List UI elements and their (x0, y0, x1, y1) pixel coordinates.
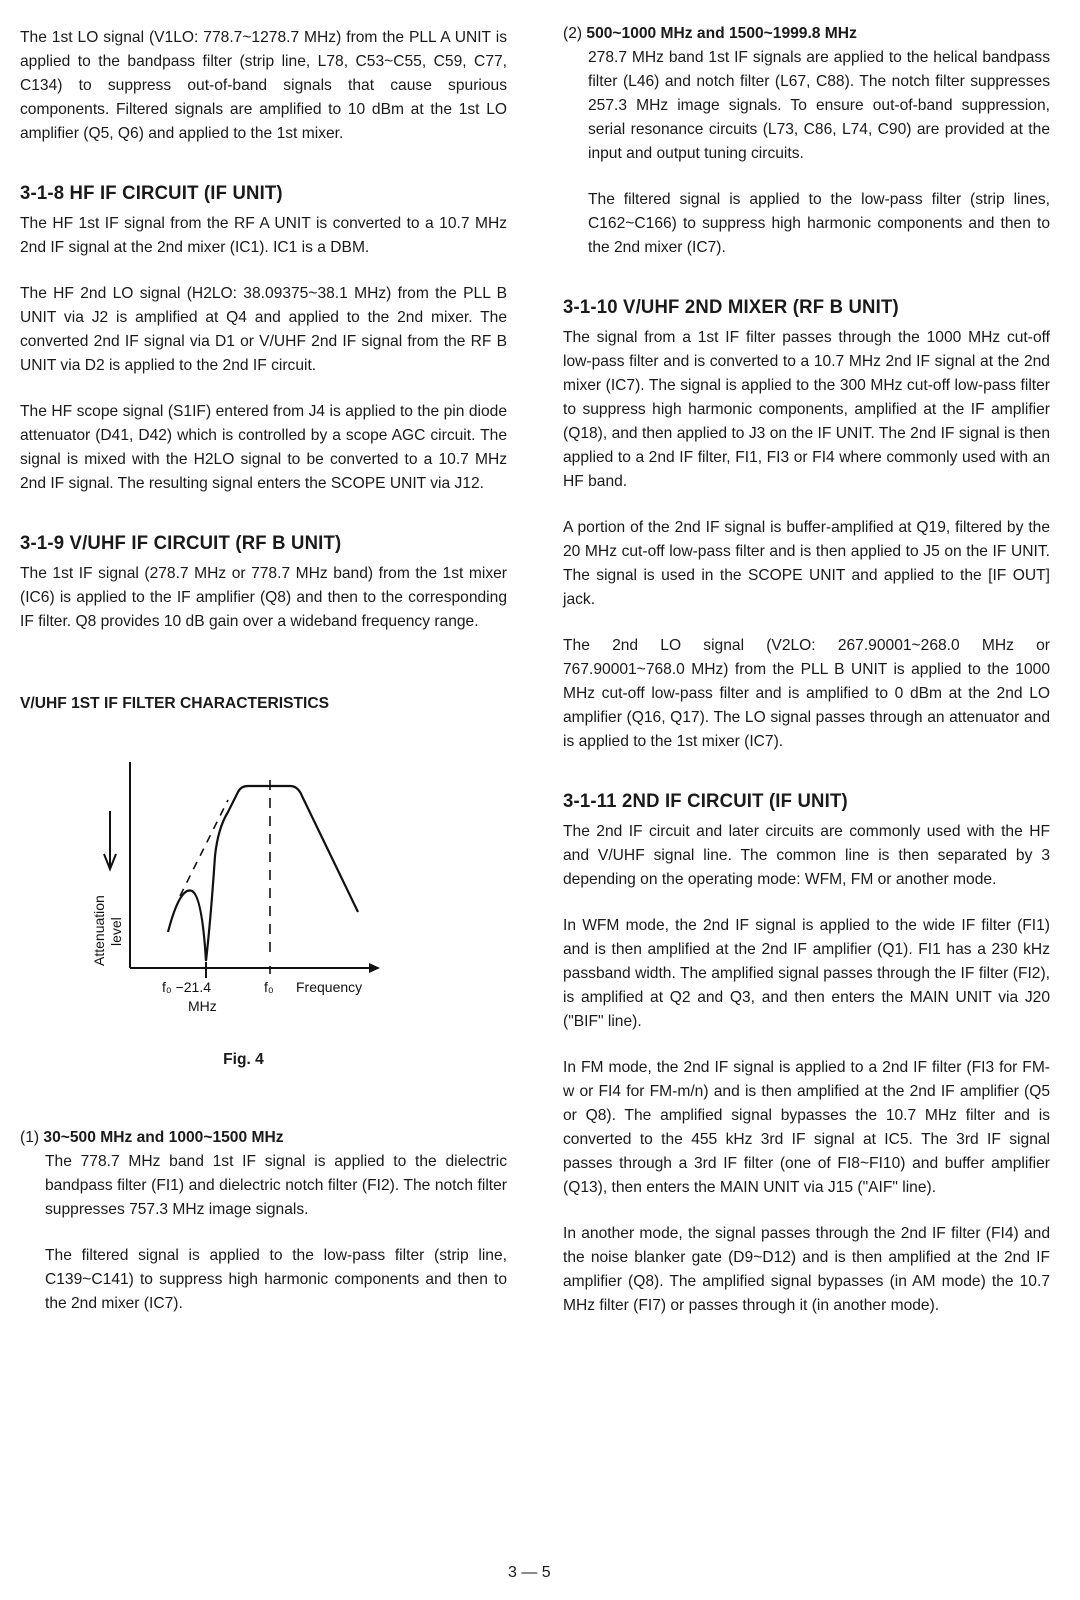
paragraph-2nd-lo: The 2nd LO signal (V2LO: 267.90001~268.0 MHz or 767.90001~768.0 MHz) from the PLL B UNIT is applied to the 1000 MHz cut-off low-pass filter and is amplified to 0 dBm at the 2nd LO amplifier (Q16, Q17). The LO signal passes through an attenuator and is applied to the 1st mixer (IC7). (563, 637, 1050, 750)
filter-curve-diagram (20, 716, 507, 1056)
subsection-1-heading (20, 1126, 507, 1150)
subsection-2-heading (563, 22, 1050, 46)
left-column (20, 26, 507, 1316)
paragraph-other-mode: In another mode, the signal passes through the 2nd IF filter (FI4) and the noise blanker gate (D9~D12) and is then amplified at the 2nd IF amplifier (Q8). The amplified signal bypasses (in AM mode) the 10.7 MHz filter (FI7) or passes through it (in another mode). (563, 1225, 1050, 1314)
x-label-frequency: Frequency (296, 979, 363, 995)
page-number: 3 — 5 (508, 1564, 551, 1581)
paragraph-s2-helical: 278.7 MHz band 1st IF signals are applied to the helical bandpass filter (L46) and notch filter (L67, C88). The notch filter suppresses 257.3 MHz image signals. To ensure out-of-band suppression, serial resonance circuits (L73, C86, L74, C90) are provided at the input and output tuning circuits. (588, 49, 1050, 162)
y-label-level: level (108, 917, 124, 946)
paragraph-wfm-mode: In WFM mode, the 2nd IF signal is applied to the wide IF filter (FI1) and is then amplified at the 2nd IF amplifier (Q1). FI1 has a 230 kHz passband width. The amplified signal passes through the IF filter (FI2), is amplified at Q2 and Q3, and then enters the MAIN UNIT via J20 ("BIF" line). (563, 917, 1050, 1030)
heading-3-1-9: 3-1-9 V/UHF IF CIRCUIT (RF B UNIT) (20, 532, 342, 554)
dashed-extrapolation (180, 800, 228, 896)
paragraph-1st-lo: The 1st LO signal (V1LO: 778.7~1278.7 MHz) from the PLL A UNIT is applied to the bandpass filter (strip line, L78, C53~C55, C59, C77, C134) to suppress out-of-band signals that cause spurious components. Filtered signals are amplified to 10 dBm at the 1st LO amplifier (Q5, Q6) and applied to the 1st mixer. (20, 29, 507, 142)
filter-characteristics-figure (20, 716, 507, 1056)
subsection-1-number: (1) (20, 1129, 40, 1146)
paragraph-hf-1st-if: The HF 1st IF signal from the RF A UNIT is converted to a 10.7 MHz 2nd IF signal at the 2nd mixer (IC1). IC1 is a DBM. (20, 215, 507, 256)
heading-3-1-11: 3-1-11 2ND IF CIRCUIT (IF UNIT) (563, 790, 848, 812)
response-curve (168, 786, 358, 961)
subsection-2-title: 500~1000 MHz and 1500~1999.8 MHz (586, 25, 857, 42)
paragraph-buffer-amp: A portion of the 2nd IF signal is buffer-amplified at Q19, filtered by the 20 MHz cut-off low-pass filter and is then applied to J5 on the IF UNIT. The signal is used in the SCOPE UNIT and applied to the [IF OUT] jack. (563, 519, 1050, 608)
right-column (563, 26, 1050, 1318)
x-axis-arrow (369, 963, 380, 973)
paragraph-s2-lowpass: The filtered signal is applied to the low-pass filter (strip lines, C162~C166) to suppress high harmonic components and then to the 2nd mixer (IC7). (588, 191, 1050, 256)
paragraph-hf-2nd-lo: The HF 2nd LO signal (H2LO: 38.09375~38.1 MHz) from the PLL B UNIT via J2 is amplified at Q4 and applied to the 2nd mixer. The converted 2nd IF signal via D1 or V/UHF 2nd IF signal from the RF B UNIT via D2 is applied to the 2nd IF circuit. (20, 285, 507, 374)
x-label-f0-minus: f₀ −21.4 (162, 979, 212, 995)
paragraph-fm-mode: In FM mode, the 2nd IF signal is applied to a 2nd IF filter (FI3 for FM-w or FI4 for FM-m/n) and is then amplified at the 2nd IF amplifier (Q5 or Q8). The amplified signal bypasses the 10.7 MHz filter and is converted to the 455 kHz 3rd IF signal at IC5. The 3rd IF signal passes through a 3rd IF filter (one of FI8~FI10) and buffer amplifier (Q13), then enters the MAIN UNIT via J15 ("AIF" line). (563, 1059, 1050, 1196)
heading-3-1-10: 3-1-10 V/UHF 2ND MIXER (RF B UNIT) (563, 296, 899, 318)
paragraph-hf-scope: The HF scope signal (S1IF) entered from J4 is applied to the pin diode attenuator (D41, D42) which is controlled by a scope AGC circuit. The signal is mixed with the H2LO signal to be converted to a 10.7 MHz 2nd IF signal. The resulting signal enters the SCOPE UNIT via J12. (20, 403, 507, 492)
paragraph-2nd-if-common: The 2nd IF circuit and later circuits are commonly used with the HF and V/UHF signal line. The common line is then separated by 3 depending on the operating mode: WFM, FM or another mode. (563, 823, 1050, 888)
heading-3-1-8: 3-1-8 HF IF CIRCUIT (IF UNIT) (20, 182, 283, 204)
subsection-1-title: 30~500 MHz and 1000~1500 MHz (43, 1129, 284, 1146)
paragraph-vuhf-1st-if: The 1st IF signal (278.7 MHz or 778.7 MHz band) from the 1st mixer (IC6) is applied to the IF amplifier (Q8) and then to the corresponding IF filter. Q8 provides 10 dB gain over a wideband frequency range. (20, 565, 507, 630)
paragraph-s1-dielectric: The 778.7 MHz band 1st IF signal is applied to the dielectric bandpass filter (FI1) and dielectric notch filter (FI2). The notch filter suppresses 757.3 MHz image signals. (45, 1153, 507, 1218)
paragraph-2nd-mixer: The signal from a 1st IF filter passes through the 1000 MHz cut-off low-pass filter and is converted to a 10.7 MHz 2nd IF signal at the 2nd mixer (IC7). The signal is applied to the 300 MHz cut-off low-pass filter to suppress high harmonic components, amplified at the IF amplifier (Q18), and then applied to J3 on the IF UNIT. The 2nd IF signal is then applied to a 2nd IF filter, FI1, FI3 or FI4 where commonly used with an HF band. (563, 329, 1050, 490)
x-label-f0: f₀ (264, 979, 274, 995)
figure-title: V/UHF 1ST IF FILTER CHARACTERISTICS (20, 695, 329, 712)
subsection-2-number: (2) (563, 25, 583, 42)
y-label-attenuation: Attenuation (91, 895, 107, 966)
paragraph-s1-lowpass: The filtered signal is applied to the low-pass filter (strip line, C139~C141) to suppress high harmonic components and then to the 2nd mixer (IC7). (45, 1247, 507, 1312)
x-label-mhz: MHz (188, 998, 217, 1014)
figure-caption: Fig. 4 (223, 1051, 264, 1068)
